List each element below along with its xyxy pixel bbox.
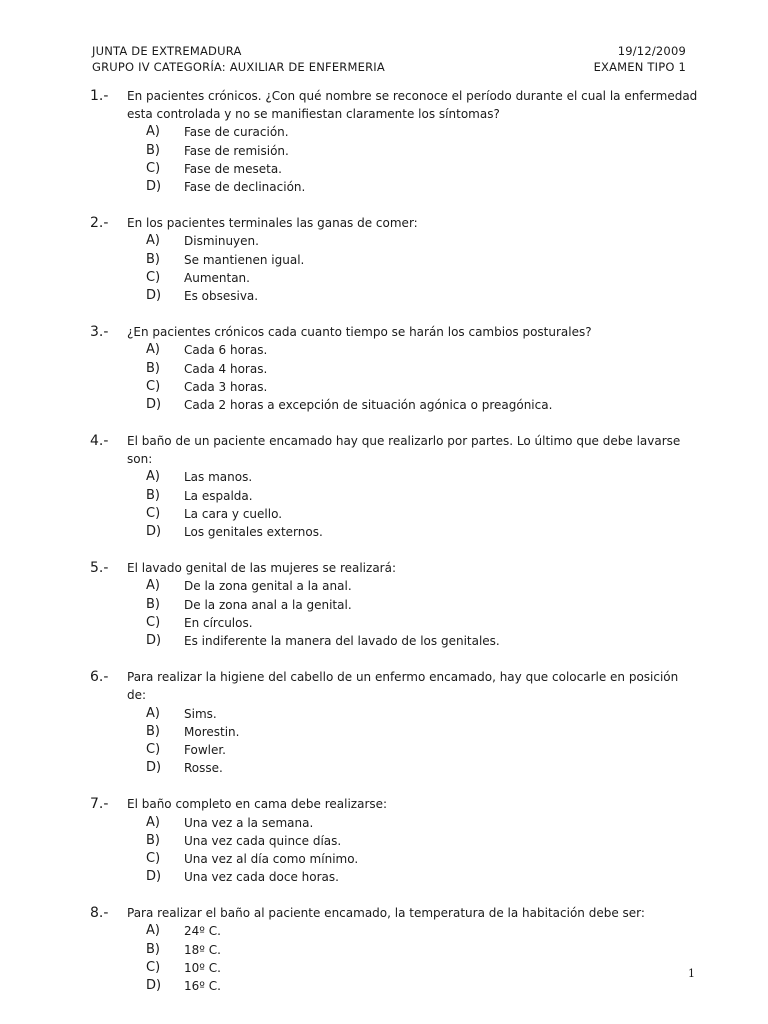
answer-option bbox=[90, 251, 710, 269]
option-text: Disminuyen. bbox=[184, 234, 259, 249]
option-text: Fase de meseta. bbox=[184, 161, 282, 176]
question-4 bbox=[90, 432, 710, 541]
answer-option bbox=[90, 577, 710, 595]
option-text: Sims. bbox=[184, 706, 217, 721]
question-text: El baño de un paciente encamado hay que realizarlo por partes. Lo último que debe lavarse son: bbox=[127, 434, 681, 467]
question-number: 5.- bbox=[90, 560, 109, 577]
answer-option bbox=[90, 269, 710, 287]
option-letter: C) bbox=[146, 505, 161, 521]
answer-option bbox=[90, 341, 710, 359]
option-text: Es obsesiva. bbox=[184, 288, 259, 303]
question-text: El lavado genital de las mujeres se realizará: bbox=[127, 561, 396, 576]
option-text: 16º C. bbox=[184, 979, 221, 994]
option-letter: C) bbox=[146, 850, 161, 866]
question-number: 2.- bbox=[90, 215, 109, 232]
answer-option bbox=[90, 632, 710, 650]
header-org: JUNTA DE EXTREMADURA bbox=[92, 44, 242, 58]
option-text: Rosse. bbox=[184, 761, 223, 776]
question-number: 6.- bbox=[90, 669, 109, 686]
question-text: El baño completo en cama debe realizarse: bbox=[127, 797, 388, 812]
option-letter: C) bbox=[146, 614, 161, 630]
answer-option bbox=[90, 723, 710, 741]
option-letter: D) bbox=[146, 524, 162, 540]
answer-option bbox=[90, 523, 710, 541]
answer-option bbox=[90, 959, 710, 977]
answer-option bbox=[90, 814, 710, 832]
option-text: Cada 3 horas. bbox=[184, 379, 268, 394]
question-text: ¿En pacientes crónicos cada cuanto tiempo se harán los cambios posturales? bbox=[127, 325, 592, 340]
page-header bbox=[92, 43, 686, 75]
option-text: Es indiferente la manera del lavado de los genitales. bbox=[184, 633, 500, 648]
answer-option bbox=[90, 868, 710, 886]
option-letter: D) bbox=[146, 869, 162, 885]
option-letter: A) bbox=[146, 814, 160, 830]
option-letter: A) bbox=[146, 342, 160, 358]
option-text: De la zona genital a la anal. bbox=[184, 579, 352, 594]
answer-options bbox=[90, 577, 710, 650]
option-letter: C) bbox=[146, 959, 161, 975]
option-letter: B) bbox=[146, 941, 160, 957]
answer-option bbox=[90, 487, 710, 505]
question-text: En pacientes crónicos. ¿Con qué nombre se reconoce el período durante el cual la enfermedad esta controlada y no se manifiestan claramente los síntomas? bbox=[127, 89, 698, 122]
option-letter: B) bbox=[146, 723, 160, 739]
option-text: Fase de curación. bbox=[184, 125, 289, 140]
option-letter: A) bbox=[146, 469, 160, 485]
option-letter: D) bbox=[146, 978, 162, 994]
option-letter: A) bbox=[146, 233, 160, 249]
option-letter: C) bbox=[146, 269, 161, 285]
option-text: Aumentan. bbox=[184, 270, 250, 285]
option-text: Cada 6 horas. bbox=[184, 343, 268, 358]
header-date: 19/12/2009 bbox=[617, 44, 686, 58]
answer-options bbox=[90, 922, 710, 995]
option-letter: B) bbox=[146, 832, 160, 848]
option-letter: A) bbox=[146, 578, 160, 594]
option-letter: C) bbox=[146, 160, 161, 176]
option-letter: D) bbox=[146, 178, 162, 194]
header-exam-type: EXAMEN TIPO 1 bbox=[593, 60, 686, 74]
answer-option bbox=[90, 614, 710, 632]
answer-option bbox=[90, 178, 710, 196]
option-text: Cada 4 horas. bbox=[184, 361, 268, 376]
question-2 bbox=[90, 214, 710, 305]
option-text: 10º C. bbox=[184, 960, 221, 975]
option-letter: D) bbox=[146, 396, 162, 412]
question-1 bbox=[90, 87, 710, 196]
option-letter: B) bbox=[146, 360, 160, 376]
option-letter: C) bbox=[146, 741, 161, 757]
question-8 bbox=[90, 904, 710, 995]
question-number: 7.- bbox=[90, 796, 109, 813]
option-letter: C) bbox=[146, 378, 161, 394]
question-text: Para realizar el baño al paciente encamado, la temperatura de la habitación debe ser: bbox=[127, 906, 645, 921]
question-text: Para realizar la higiene del cabello de un enfermo encamado, hay que colocarle en posición de: bbox=[127, 670, 679, 703]
question-list bbox=[90, 87, 710, 1013]
option-text: Fase de declinación. bbox=[184, 179, 306, 194]
header-row-1 bbox=[92, 43, 686, 59]
option-letter: D) bbox=[146, 760, 162, 776]
answer-option bbox=[90, 759, 710, 777]
answer-option bbox=[90, 123, 710, 141]
question-number: 8.- bbox=[90, 905, 109, 922]
option-text: Las manos. bbox=[184, 470, 253, 485]
answer-option bbox=[90, 705, 710, 723]
option-text: Fowler. bbox=[184, 742, 226, 757]
option-letter: B) bbox=[146, 251, 160, 267]
option-text: 24º C. bbox=[184, 924, 221, 939]
question-5 bbox=[90, 559, 710, 650]
question-text: En los pacientes terminales las ganas de comer: bbox=[127, 216, 418, 231]
option-text: Una vez cada quince días. bbox=[184, 833, 342, 848]
answer-option bbox=[90, 832, 710, 850]
answer-options bbox=[90, 232, 710, 305]
option-text: 18º C. bbox=[184, 942, 221, 957]
option-text: La cara y cuello. bbox=[184, 506, 283, 521]
answer-option bbox=[90, 977, 710, 995]
question-7 bbox=[90, 795, 710, 886]
option-text: Fase de remisión. bbox=[184, 143, 289, 158]
option-letter: B) bbox=[146, 487, 160, 503]
option-letter: A) bbox=[146, 124, 160, 140]
answer-options bbox=[90, 468, 710, 541]
option-letter: A) bbox=[146, 923, 160, 939]
option-text: Una vez al día como mínimo. bbox=[184, 851, 359, 866]
answer-option bbox=[90, 941, 710, 959]
answer-option bbox=[90, 360, 710, 378]
option-text: Una vez a la semana. bbox=[184, 815, 314, 830]
option-letter: A) bbox=[146, 705, 160, 721]
question-number: 3.- bbox=[90, 324, 109, 341]
option-text: En círculos. bbox=[184, 615, 253, 630]
option-text: La espalda. bbox=[184, 488, 253, 503]
page-number: 1 bbox=[688, 967, 695, 980]
option-text: Una vez cada doce horas. bbox=[184, 870, 339, 885]
question-6 bbox=[90, 668, 710, 777]
answer-options bbox=[90, 705, 710, 778]
option-text: Morestin. bbox=[184, 724, 240, 739]
option-letter: B) bbox=[146, 596, 160, 612]
answer-option bbox=[90, 396, 710, 414]
header-group: GRUPO IV CATEGORÍA: AUXILIAR DE ENFERMERIA bbox=[92, 60, 385, 74]
answer-option bbox=[90, 505, 710, 523]
answer-option bbox=[90, 596, 710, 614]
option-text: Los genitales externos. bbox=[184, 525, 323, 540]
option-text: Se mantienen igual. bbox=[184, 252, 305, 267]
answer-option bbox=[90, 850, 710, 868]
option-letter: B) bbox=[146, 142, 160, 158]
answer-option bbox=[90, 922, 710, 940]
header-row-2 bbox=[92, 59, 686, 75]
answer-option bbox=[90, 232, 710, 250]
option-letter: D) bbox=[146, 632, 162, 648]
question-3 bbox=[90, 323, 710, 414]
answer-option bbox=[90, 378, 710, 396]
question-number: 4.- bbox=[90, 433, 109, 450]
answer-options bbox=[90, 814, 710, 887]
option-text: Cada 2 horas a excepción de situación agónica o preagónica. bbox=[184, 397, 553, 412]
answer-options bbox=[90, 123, 710, 196]
question-number: 1.- bbox=[90, 88, 109, 104]
option-letter: D) bbox=[146, 287, 162, 303]
answer-options bbox=[90, 341, 710, 414]
answer-option bbox=[90, 142, 710, 160]
answer-option bbox=[90, 741, 710, 759]
answer-option bbox=[90, 287, 710, 305]
option-text: De la zona anal a la genital. bbox=[184, 597, 352, 612]
answer-option bbox=[90, 160, 710, 178]
answer-option bbox=[90, 468, 710, 486]
